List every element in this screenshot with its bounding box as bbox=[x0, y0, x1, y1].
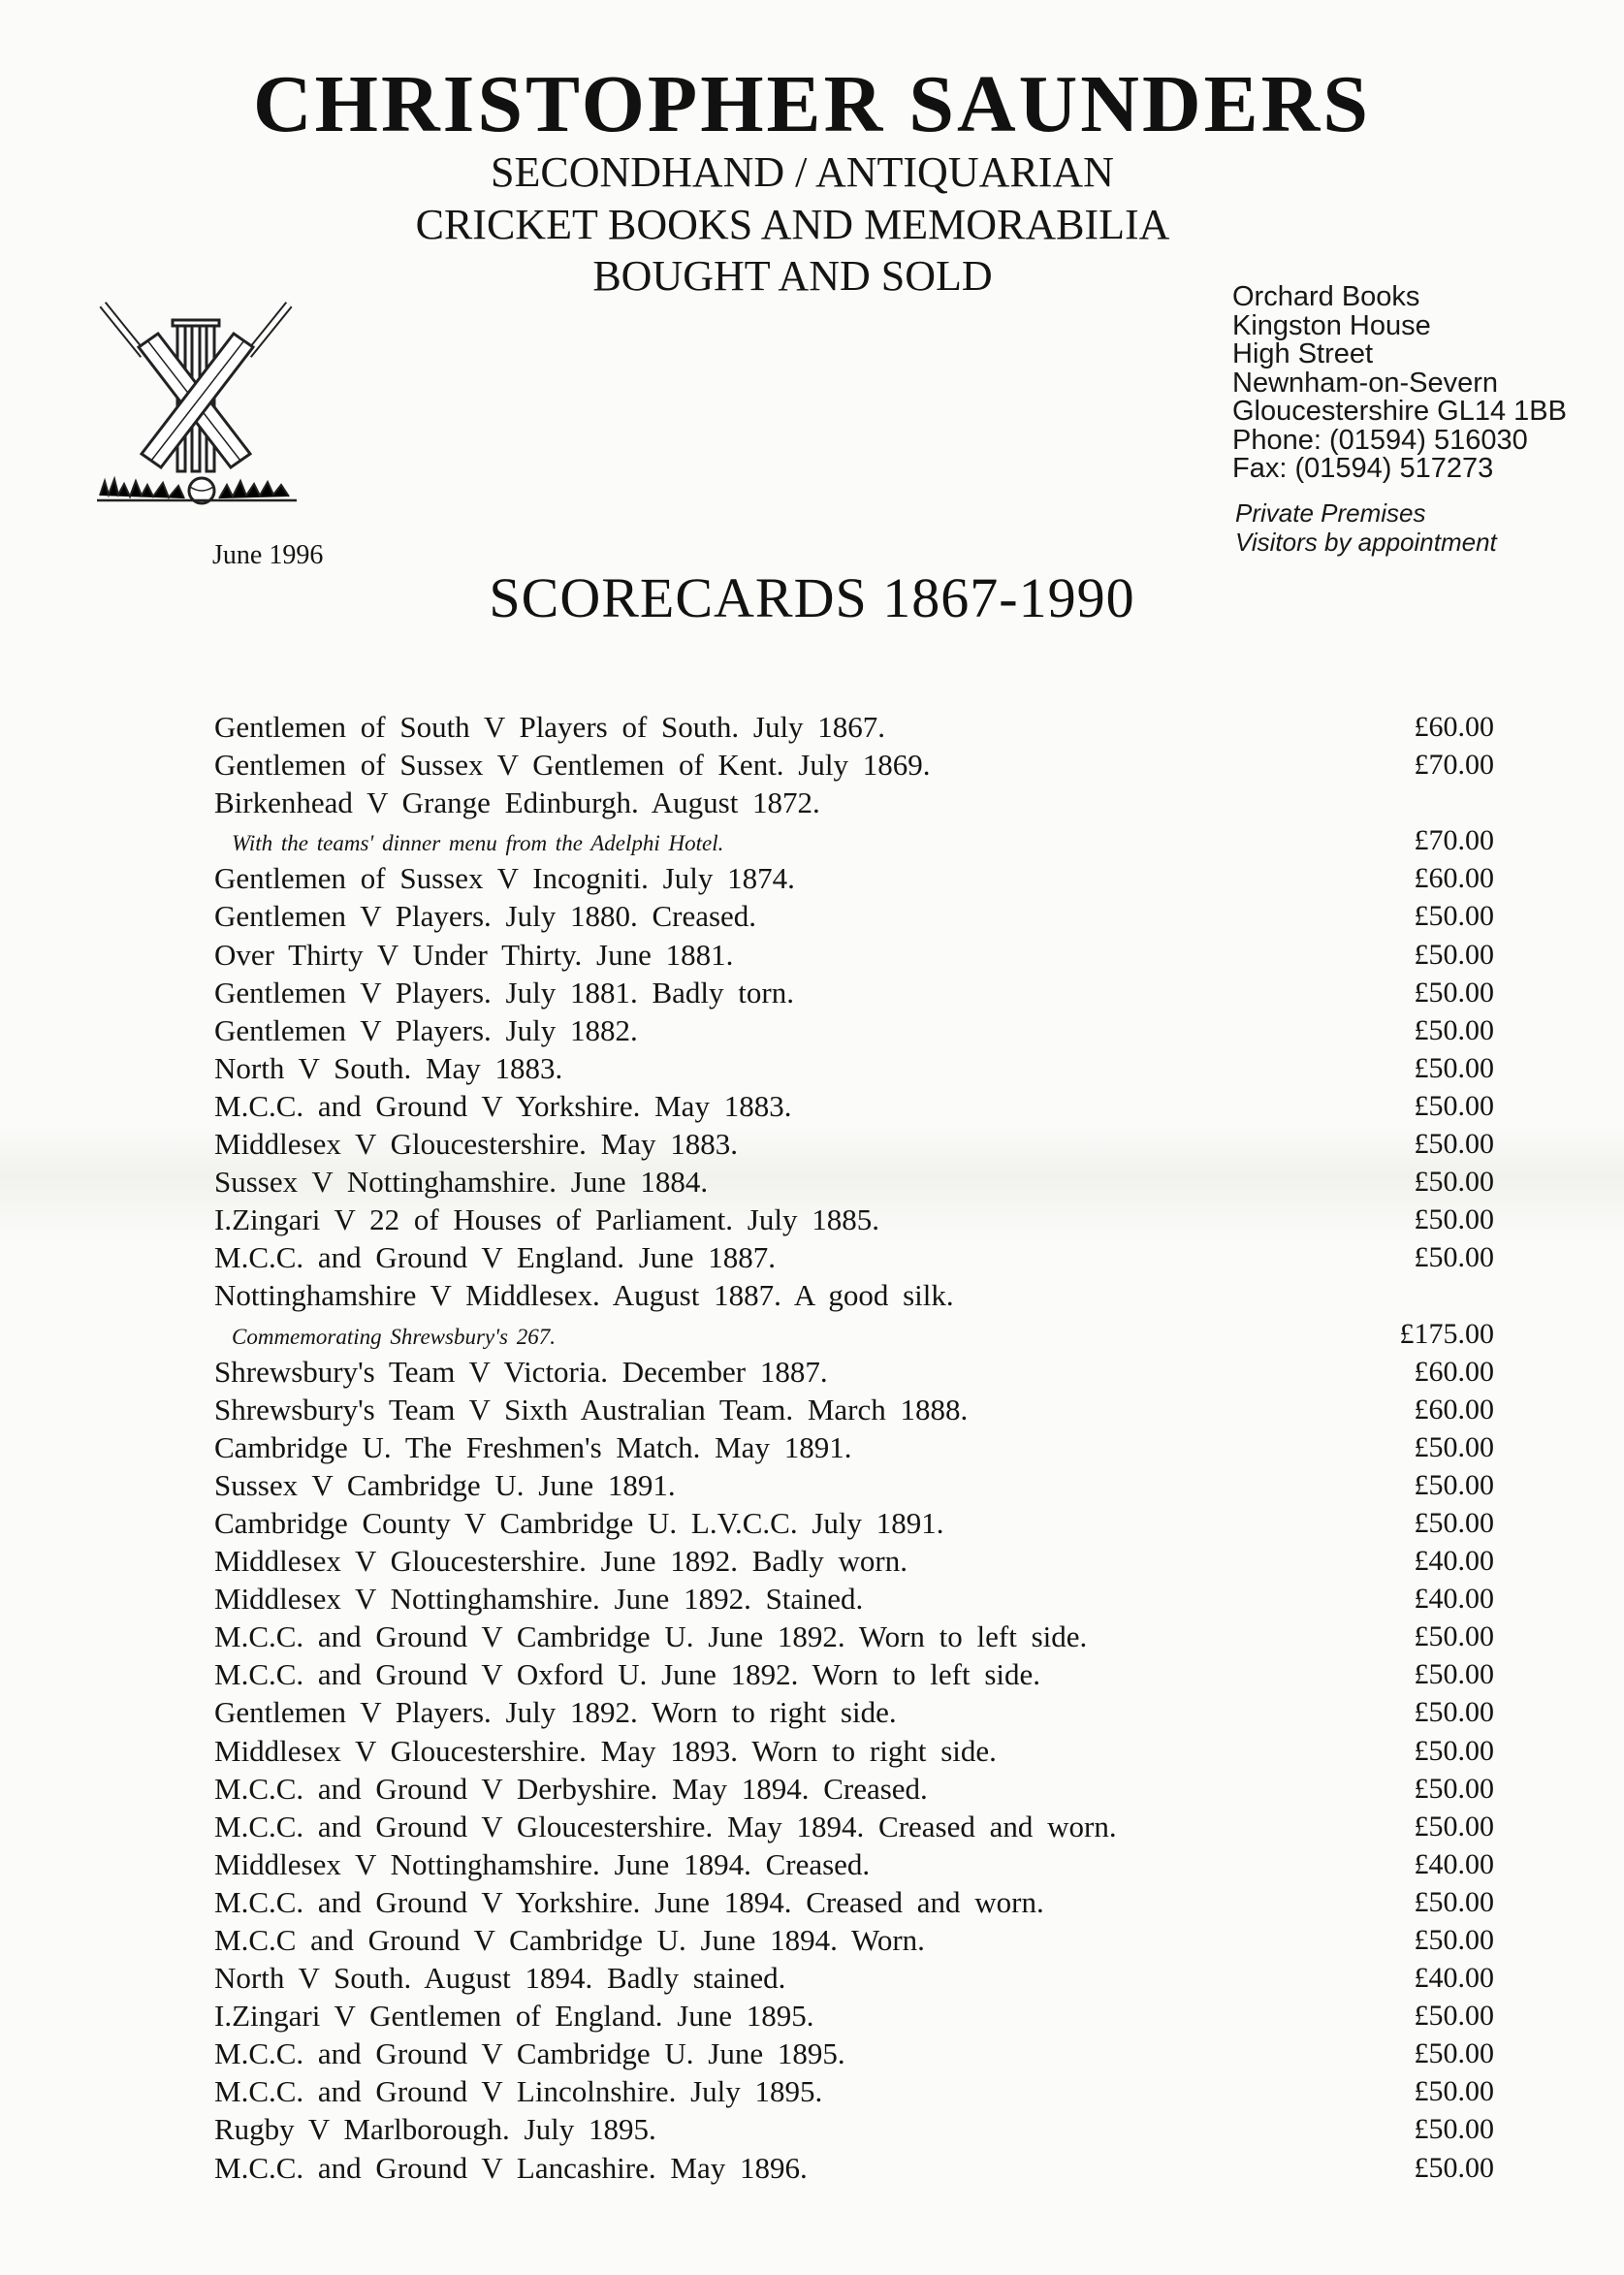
premises-line: Private Premises bbox=[1235, 498, 1426, 528]
item-price: £50.00 bbox=[1414, 1128, 1494, 1161]
item-note: Commemorating Shrewsbury's 267. bbox=[232, 1324, 556, 1349]
list-item bbox=[214, 1353, 1494, 1391]
item-price: £50.00 bbox=[1414, 1734, 1494, 1767]
item-description: Shrewsbury's Team V Victoria. December 1887. bbox=[214, 1354, 828, 1389]
list-item bbox=[214, 1770, 1494, 1808]
list-item bbox=[214, 821, 1494, 859]
item-price: £50.00 bbox=[1414, 1051, 1494, 1084]
subtitle-line-2: CRICKET BOOKS AND MEMORABILIA bbox=[415, 201, 1170, 248]
list-item bbox=[214, 1011, 1494, 1049]
item-price: £50.00 bbox=[1414, 1468, 1494, 1501]
item-description: Gentlemen V Players. July 1882. bbox=[214, 1012, 638, 1047]
address-line: High Street bbox=[1232, 338, 1374, 369]
item-description: Gentlemen of Sussex V Incogniti. July 1874. bbox=[214, 861, 795, 896]
item-description: Cambridge U. The Freshmen's Match. May 1891. bbox=[214, 1429, 852, 1464]
item-price: £50.00 bbox=[1414, 1166, 1494, 1199]
list-item bbox=[214, 1845, 1494, 1883]
item-price: £50.00 bbox=[1414, 1772, 1494, 1805]
item-price: £50.00 bbox=[1414, 1924, 1494, 1956]
item-price: £50.00 bbox=[1414, 976, 1494, 1009]
item-description: M.C.C. and Ground V Gloucestershire. May 1894. Creased and worn. bbox=[214, 1809, 1117, 1843]
item-price: £50.00 bbox=[1414, 2037, 1494, 2070]
item-description: Middlesex V Nottinghamshire. June 1892. Stained. bbox=[214, 1582, 864, 1617]
item-description: Rugby V Marlborough. July 1895. bbox=[214, 2112, 656, 2147]
item-price: £50.00 bbox=[1414, 1885, 1494, 1918]
list-item bbox=[214, 1125, 1494, 1163]
item-description: Gentlemen V Players. July 1880. Creased. bbox=[214, 899, 757, 934]
item-price: £50.00 bbox=[1414, 1089, 1494, 1122]
address-line: Newnham-on-Severn bbox=[1232, 367, 1499, 399]
item-description: M.C.C. and Ground V Lancashire. May 1896. bbox=[214, 2150, 808, 2185]
list-item bbox=[214, 1428, 1494, 1466]
list-item bbox=[214, 708, 1494, 746]
item-description: Middlesex V Gloucestershire. May 1893. Worn to right side. bbox=[214, 1733, 997, 1768]
list-item bbox=[214, 1883, 1494, 1921]
item-description: Sussex V Nottinghamshire. June 1884. bbox=[214, 1165, 709, 1200]
item-description: Gentlemen V Players. July 1892. Worn to right side. bbox=[214, 1695, 897, 1730]
item-description: M.C.C. and Ground V England. June 1887. bbox=[214, 1240, 777, 1275]
list-item bbox=[214, 1580, 1494, 1618]
item-price: £50.00 bbox=[1414, 1658, 1494, 1691]
item-description: Shrewsbury's Team V Sixth Australian Team. March 1888. bbox=[214, 1392, 969, 1426]
list-item bbox=[214, 1391, 1494, 1428]
item-price: £175.00 bbox=[1399, 1317, 1494, 1350]
item-price: £50.00 bbox=[1414, 1241, 1494, 1274]
item-description: M.C.C. and Ground V Derbyshire. May 1894. Creased. bbox=[214, 1771, 928, 1806]
list-item bbox=[214, 1238, 1494, 1276]
item-description: I.Zingari V 22 of Houses of Parliament. July 1885. bbox=[214, 1202, 879, 1237]
premises-line: Visitors by appointment bbox=[1235, 528, 1497, 557]
item-price: £40.00 bbox=[1414, 1847, 1494, 1880]
item-description: North V South. August 1894. Badly stained. bbox=[214, 1961, 786, 1996]
subtitle-line-1: SECONDHAND / ANTIQUARIAN bbox=[491, 148, 1114, 196]
dealer-name: CHRISTOPHER SAUNDERS bbox=[252, 59, 1372, 149]
subtitle-line-3: BOUGHT AND SOLD bbox=[592, 252, 993, 300]
item-description: North V South. May 1883. bbox=[214, 1050, 563, 1085]
item-price: £50.00 bbox=[1414, 2000, 1494, 2033]
list-item bbox=[214, 746, 1494, 784]
item-note: With the teams' dinner menu from the Adelphi Hotel. bbox=[232, 831, 724, 856]
list-item bbox=[214, 1201, 1494, 1238]
item-price: £60.00 bbox=[1414, 711, 1494, 743]
item-price: £60.00 bbox=[1414, 1393, 1494, 1426]
item-price: £70.00 bbox=[1414, 824, 1494, 857]
item-description: Sussex V Cambridge U. June 1891. bbox=[214, 1467, 676, 1502]
phone-line: Phone: (01594) 516030 bbox=[1232, 424, 1528, 456]
list-item bbox=[214, 2072, 1494, 2110]
address-line: Orchard Books bbox=[1232, 281, 1420, 312]
item-description: Over Thirty V Under Thirty. June 1881. bbox=[214, 937, 734, 972]
item-description: M.C.C. and Ground V Yorkshire. May 1883. bbox=[214, 1088, 792, 1123]
item-description: Gentlemen V Players. July 1881. Badly torn. bbox=[214, 975, 794, 1009]
list-item bbox=[214, 1315, 1494, 1353]
crossed-cricket-bats-and-wicket-icon bbox=[85, 287, 308, 529]
item-price: £50.00 bbox=[1414, 1506, 1494, 1539]
item-description: Middlesex V Gloucestershire. May 1883. bbox=[214, 1127, 738, 1162]
list-item bbox=[214, 859, 1494, 897]
item-description: I.Zingari V Gentlemen of England. June 1895. bbox=[214, 1999, 814, 2034]
item-description: M.C.C. and Ground V Cambridge U. June 1895. bbox=[214, 2036, 845, 2071]
item-description: M.C.C. and Ground V Lincolnshire. July 1895. bbox=[214, 2074, 823, 2109]
premises-note bbox=[1235, 498, 1497, 557]
list-item bbox=[214, 1087, 1494, 1125]
list-item bbox=[214, 1997, 1494, 2035]
catalogue-heading: SCORECARDS 1867-1990 bbox=[489, 566, 1135, 629]
item-price: £50.00 bbox=[1414, 1203, 1494, 1236]
item-price: £70.00 bbox=[1414, 749, 1494, 782]
item-description: M.C.C and Ground V Cambridge U. June 1894. Worn. bbox=[214, 1923, 925, 1957]
item-description: M.C.C. and Ground V Cambridge U. June 1892. Worn to left side. bbox=[214, 1619, 1088, 1654]
item-price: £40.00 bbox=[1414, 1962, 1494, 1995]
item-description: Birkenhead V Grange Edinburgh. August 1872. bbox=[214, 785, 820, 820]
item-price: £40.00 bbox=[1414, 1583, 1494, 1616]
address-line: Gloucestershire GL14 1BB bbox=[1232, 396, 1567, 427]
catalogue-date: June 1996 bbox=[212, 540, 324, 570]
list-item bbox=[214, 974, 1494, 1011]
item-price: £50.00 bbox=[1414, 2113, 1494, 2146]
item-description: Middlesex V Nottinghamshire. June 1894. Creased. bbox=[214, 1846, 871, 1881]
list-item bbox=[214, 1163, 1494, 1201]
item-price: £50.00 bbox=[1414, 1696, 1494, 1729]
list-item bbox=[214, 1049, 1494, 1087]
list-item bbox=[214, 1808, 1494, 1845]
item-description: Middlesex V Gloucestershire. June 1892. Badly worn. bbox=[214, 1544, 908, 1579]
list-item bbox=[214, 1732, 1494, 1770]
item-description: M.C.C. and Ground V Yorkshire. June 1894. Creased and worn. bbox=[214, 1884, 1044, 1919]
item-price: £50.00 bbox=[1414, 2075, 1494, 2108]
item-price: £50.00 bbox=[1414, 900, 1494, 933]
list-item bbox=[214, 936, 1494, 974]
list-item bbox=[214, 1921, 1494, 1959]
item-description: Gentlemen of South V Players of South. July 1867. bbox=[214, 710, 886, 744]
list-item bbox=[214, 1618, 1494, 1655]
item-price: £50.00 bbox=[1414, 1430, 1494, 1463]
list-item bbox=[214, 1276, 1494, 1314]
fax-line: Fax: (01594) 517273 bbox=[1232, 453, 1494, 484]
address-line: Kingston House bbox=[1232, 309, 1431, 341]
list-item bbox=[214, 2110, 1494, 2148]
list-item bbox=[214, 1693, 1494, 1731]
list-item bbox=[214, 784, 1494, 821]
list-item bbox=[214, 1542, 1494, 1580]
item-price: £50.00 bbox=[1414, 1810, 1494, 1842]
item-description: M.C.C. and Ground V Oxford U. June 1892. Worn to left side. bbox=[214, 1657, 1041, 1692]
list-item bbox=[214, 1655, 1494, 1693]
list-item bbox=[214, 897, 1494, 935]
item-price: £40.00 bbox=[1414, 1545, 1494, 1578]
item-price: £60.00 bbox=[1414, 1355, 1494, 1388]
item-price: £50.00 bbox=[1414, 1013, 1494, 1046]
list-item bbox=[214, 1504, 1494, 1542]
item-price: £50.00 bbox=[1414, 2151, 1494, 2184]
item-description: Cambridge County V Cambridge U. L.V.C.C. July 1891. bbox=[214, 1505, 944, 1540]
list-item bbox=[214, 1959, 1494, 1997]
item-price: £50.00 bbox=[1414, 1620, 1494, 1653]
item-description: Nottinghamshire V Middlesex. August 1887. A good silk. bbox=[214, 1278, 954, 1313]
address-block bbox=[1232, 283, 1567, 484]
list-item bbox=[214, 1466, 1494, 1504]
list-item bbox=[214, 2149, 1494, 2187]
item-price: £50.00 bbox=[1414, 938, 1494, 971]
scorecard-list bbox=[214, 708, 1494, 2187]
item-price: £60.00 bbox=[1414, 862, 1494, 895]
list-item bbox=[214, 2035, 1494, 2072]
item-description: Gentlemen of Sussex V Gentlemen of Kent. July 1869. bbox=[214, 748, 931, 783]
